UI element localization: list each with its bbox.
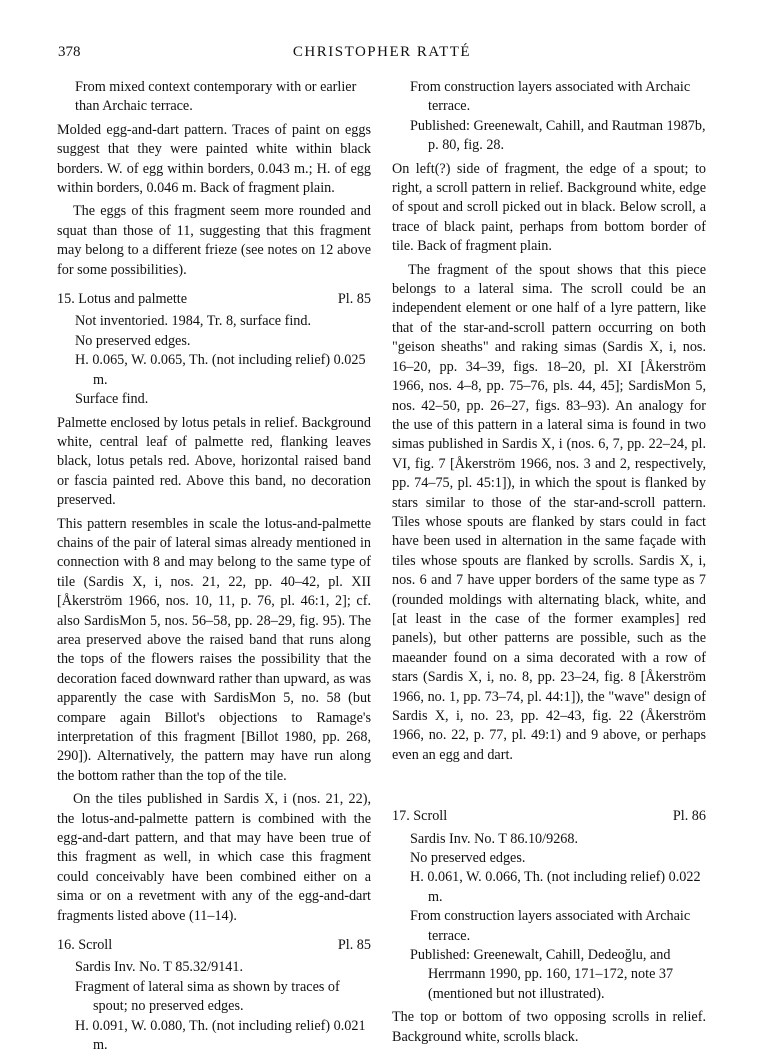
paragraph: The top or bottom of two opposing scrolls in relief. Background white, scrolls black. — [392, 1009, 706, 1045]
paragraph: This pattern resembles in scale the lotus-and-palmette chains of the pair of lateral simas already mentioned in connection with 8 and may belong to the same type of tile (Sardis X, i, nos. 21, 22, pp. 40–42, pl. XII [Åkerström 1966, nos. 10, 11, p. 76, pl. 46:1, 2]; cf. also SardisMon 5, nos. 56–58, pp. 28–29, fig. 95). The area preserved above the raised band that runs along the tops of the flowers raises the possibility that the decoration faced downward rather than upward, as was apparently the case with SardisMon 5, no. 58 (but compare again Billot's objections to Ramage's interpretation of this fragment [Billot 1980, pp. 268, 290]). Alternatively, the pattern may have run along the bottom rather than the top of the tile. — [57, 515, 371, 784]
right-column — [392, 78, 706, 1051]
entry-16-catalog: Sardis Inv. No. T 85.32/9141. Fragment of lateral sima as shown by traces of spout; no preserved edges. H. 0.091, W. 0.080, Th. (not including relief) 0.021 m. — [75, 959, 366, 1054]
plate-ref: Pl. 86 — [672, 808, 706, 825]
entry-16-heading — [57, 936, 371, 955]
paragraph: Molded egg-and-dart pattern. Traces of paint on eggs suggest that they were painted white within black borders. W. of egg within borders, 0.043 m.; H. of egg within borders, 0.046 m. Back of fragment plain. — [57, 121, 371, 197]
paragraph: The eggs of this fragment seem more rounded and squat than those of 11, suggesting that this fragment may belong to a different frieze (see notes on 12 above for some possibilities). — [57, 203, 371, 278]
page-number: 378 — [58, 44, 81, 60]
entry-17-catalog: Sardis Inv. No. T 86.10/9268. No preserved edges. H. 0.061, W. 0.066, Th. (not including relief) 0.022 m. From construction layers associated with Archaic terrace. Published: Greenewalt, Cahill, Dedeoğlu, and Herrmann 1990, pp. 160, 171–172, note 37 (mentioned but not illustrated). — [410, 830, 701, 1002]
running-head: CHRISTOPHER RATTÉ — [292, 44, 472, 60]
plate-ref: Pl. 85 — [337, 937, 371, 954]
entry-17-heading — [392, 807, 706, 826]
left-column — [57, 78, 371, 1060]
context-note: From mixed context contemporary with or earlier than Archaic terrace. — [75, 79, 357, 115]
entry-15-catalog: Not inventoried. 1984, Tr. 8, surface find. No preserved edges. H. 0.065, W. 0.065, Th. (not including relief) 0.025 m. Surface find. — [75, 313, 366, 408]
page-header — [58, 44, 706, 66]
plate-ref: Pl. 85 — [337, 291, 371, 308]
entry-15-heading — [57, 290, 371, 309]
paragraph: The fragment of the spout shows that this piece belongs to a lateral sima. The scroll could be an independent element or one half of a lyre pattern, like that of the star-and-scroll pattern occurring on both "geison sheaths" and raking simas (Sardis X, i, nos. 16–20, pp. 34–39, figs. 18–20, pl. XI [Åkerström 1966, nos. 4–8, pp. 75–76, pls. 44, 45]; SardisMon 5, nos. 42–50, pp. 26–27, figs. 83–93). An analogy for the use of this pattern in a lateral sima is found in two simas published in Sardis X, i (nos. 6, 7, pp. 22–24, pl. VI, fig. 7 [Åkerström 1966, nos. 3 and 2, respectively, pp. 74–75, pl. 45:1]), in which the spout is flanked by stars similar to those of the star-and-scroll pattern. Tiles whose spouts are flanked by stars could in fact have been used in alternation in the same façade with tiles whose spouts are flanked by scrolls. Sardis X, i, nos. 6 and 7 have upper borders of the same type as 7 (rounded moldings with alternating black, white, and [at least in the case of the former examples] red panels), but other patterns are possible, such as the maeander found on a sima decorated with a row of stars (Sardis X, i, no. 8, pp. 23–24, fig. 8 [Åkerström 1966, no. 1, pp. 73–74, pl. 44:1]), the "wave" design of Sardis X, i, no. 23, pp. 42–43, fig. 22 (Åkerström 1966, no. 22, p. 77, pl. 49:1) and 9 above, or perhaps even an egg and dart. — [392, 261, 706, 763]
entry-title: 17. Scroll — [392, 808, 448, 825]
paragraph: Palmette enclosed by lotus petals in relief. Background white, central leaf of palmette red, flanking leaves black, lotus petals red. Above, horizontal raised band or fascia painted red. Above this band, no decoration preserved. — [57, 414, 371, 509]
entry-title: 15. Lotus and palmette — [57, 291, 188, 308]
paragraph: On left(?) side of fragment, the edge of a spout; to right, a scroll pattern in relief. Background white, edge of spout and scroll picked out in black. Below scroll, a trace of black paint, perhaps from bottom border of tile. Back of fragment plain. — [392, 160, 706, 255]
entry-16-catalog-continued: From construction layers associated with Archaic terrace. Published: Greenewalt, Cahill, and Rautman 1987b, p. 80, fig. 28. — [410, 79, 706, 154]
paragraph: On the tiles published in Sardis X, i (nos. 21, 22), the lotus-and-palmette pattern is combined with the egg-and-dart pattern, and that may have been true of this fragment as well, in which case this fragment could conceivably have been combined either on a sima or on a revetment with any of the egg-and-dart fragments listed above (11–14). — [57, 791, 371, 924]
entry-title: 16. Scroll — [57, 937, 113, 954]
